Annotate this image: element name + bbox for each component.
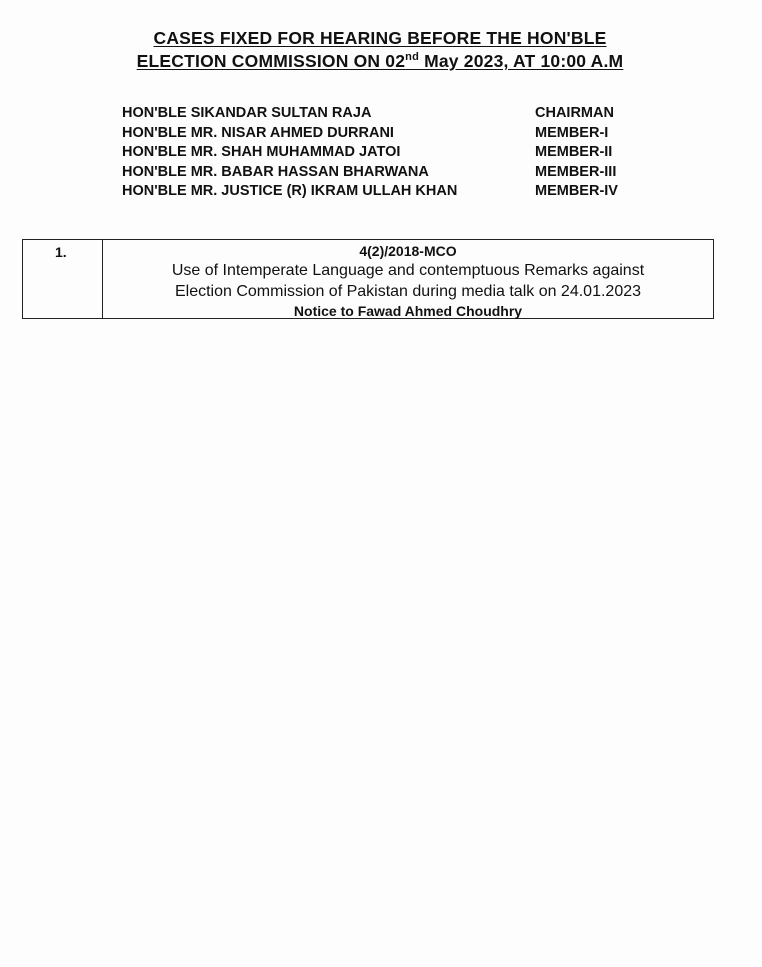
bench-member-name: HON'BLE SIKANDAR SULTAN RAJA (122, 105, 372, 121)
bench-member-row (122, 183, 662, 203)
bench-member-role: MEMBER-IV (535, 183, 618, 199)
heading-date-time: May 2023, AT 10:00 A.M (419, 51, 624, 71)
bench-member-name: HON'BLE MR. BABAR HASSAN BHARWANA (122, 163, 429, 180)
bench-member-row (122, 105, 662, 125)
bench-list (122, 105, 662, 203)
bench-member-row (122, 125, 662, 145)
heading-line-2 (100, 51, 660, 72)
case-number: 1. (55, 244, 67, 260)
case-description-line-1: Use of Intemperate Language and contemptuous Remarks against (171, 262, 645, 279)
case-number-cell (23, 240, 103, 318)
bench-member-name: HON'BLE MR. JUSTICE (R) IKRAM ULLAH KHAN (122, 183, 458, 199)
case-details-cell (103, 240, 713, 318)
heading-date-suffix: nd (405, 51, 420, 64)
case-description-line-2: Election Commission of Pakistan during media talk on 24.01.2023 (174, 283, 642, 300)
case-table (22, 239, 714, 319)
bench-member-name: HON'BLE MR. SHAH MUHAMMAD JATOI (122, 144, 401, 160)
heading-date-prefix: ELECTION COMMISSION ON 02 (136, 51, 406, 71)
bench-member-name: HON'BLE MR. NISAR AHMED DURRANI (122, 124, 394, 141)
bench-member-role: CHAIRMAN (535, 105, 614, 121)
bench-member-row (122, 144, 662, 164)
case-notice: Notice to Fawad Ahmed Choudhry (293, 303, 523, 319)
case-code: 4(2)/2018-MCO (359, 243, 457, 259)
heading-line-1: CASES FIXED FOR HEARING BEFORE THE HON'BLE (153, 28, 607, 48)
bench-member-role: MEMBER-III (535, 163, 617, 180)
bench-member-role: MEMBER-II (535, 144, 613, 160)
bench-member-row (122, 164, 662, 184)
bench-member-role: MEMBER-I (535, 124, 609, 141)
